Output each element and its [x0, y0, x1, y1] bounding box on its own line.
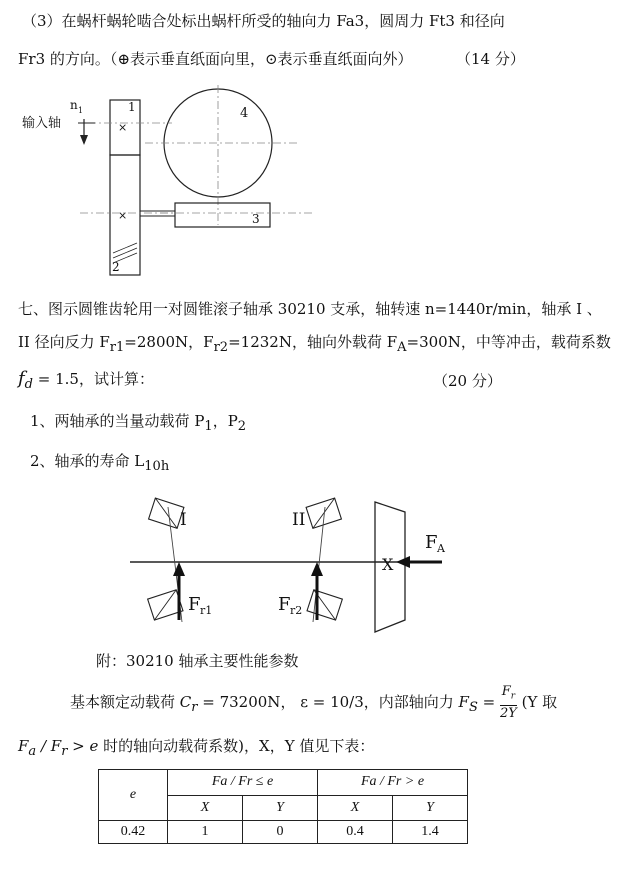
- part-2-label: 2: [112, 260, 120, 274]
- q7-line1: 七、图示圆锥齿轮用一对圆锥滚子轴承 30210 支承，轴转速 n=1440r/min，轴承 I 、: [18, 300, 602, 318]
- gear-cross-mark: X: [382, 555, 394, 574]
- fr2-label: F: [278, 594, 291, 615]
- appendix-title: 附：30210 轴承主要性能参数: [96, 652, 299, 670]
- fa-arrow-head: [396, 556, 410, 568]
- bearing-1-label: I: [180, 510, 187, 530]
- q7-score: （20 分）: [433, 372, 502, 390]
- speed-arrow-head: [80, 135, 88, 145]
- q7-fd-line: $f_d = 1.5$，试计算：: [18, 368, 154, 392]
- worm-gear-diagram: [0, 85, 330, 285]
- table-header-group2: Fa / Fr > e: [318, 770, 468, 796]
- part-1-label: 1: [128, 100, 136, 114]
- appendix-line2: $F_a / F_r > e$ 时的轴向动载荷系数)，X，Y 值见下表：: [18, 737, 375, 759]
- q3-score: （14 分）: [456, 50, 525, 68]
- part-4-label: 4: [240, 106, 249, 121]
- part-3-label: 3: [252, 212, 260, 226]
- table-header-x1: X: [168, 795, 243, 821]
- table-cell-y1: 0: [243, 821, 318, 844]
- q3-line2: Fr3 的方向。（⊕表示垂直纸面向里，⊙表示垂直纸面向外）: [18, 50, 413, 68]
- appendix-line1: 基本额定动载荷 $C_r = 73200N$， ε = 10/3，内部轴向力 $F_S$ = $\frac{F_r}{2Y}$ (Y 取: [70, 684, 558, 721]
- table-header-x2: X: [318, 795, 393, 821]
- bearing-parameter-table: [98, 769, 468, 844]
- bearing-2-label: II: [292, 510, 306, 530]
- table-cell-x2: 0.4: [318, 821, 393, 844]
- table-header-y2: Y: [393, 795, 468, 821]
- input-shaft-label: 输入轴: [22, 116, 62, 131]
- table-row: [99, 821, 468, 844]
- cross-mark-2: ×: [118, 209, 128, 222]
- q7-line2: II 径向反力 $F_{r1}=2800N$，$F_{r2}=1232N$，轴向外载荷 $F_A=300N$，中等冲击，载荷系数: [18, 333, 611, 355]
- table-cell-x1: 1: [168, 821, 243, 844]
- fr2-sub: r2: [290, 604, 303, 617]
- fs-fraction: $\frac{F_r}{2Y}$: [499, 684, 517, 721]
- fr1-sub: r1: [200, 604, 213, 617]
- q7-item1: 1、两轴承的当量动载荷 $P_1$，$P_2$: [30, 412, 247, 434]
- fa-label: F: [425, 532, 438, 553]
- table-header-group1: Fa / Fr ≤ e: [168, 770, 318, 796]
- speed-sub: 1: [78, 106, 84, 115]
- fr2-arrow-head: [311, 562, 323, 576]
- table-cell-y2: 1.4: [393, 821, 468, 844]
- table-header-y1: Y: [243, 795, 318, 821]
- fa-sub: A: [437, 542, 445, 555]
- table-header-e: e: [99, 770, 168, 821]
- q3-line1: （3）在蜗杆蜗轮啮合处标出蜗杆所受的轴向力 Fa3，圆周力 Ft3 和径向: [22, 12, 505, 30]
- q7-item2: 2、轴承的寿命 $L_{10h}$: [30, 452, 170, 474]
- bearing-diagram: [120, 492, 480, 642]
- cross-mark-1: ×: [118, 121, 128, 134]
- speed-label: n: [70, 98, 78, 112]
- fr1-label: F: [188, 594, 201, 615]
- table-cell-e: 0.42: [99, 821, 168, 844]
